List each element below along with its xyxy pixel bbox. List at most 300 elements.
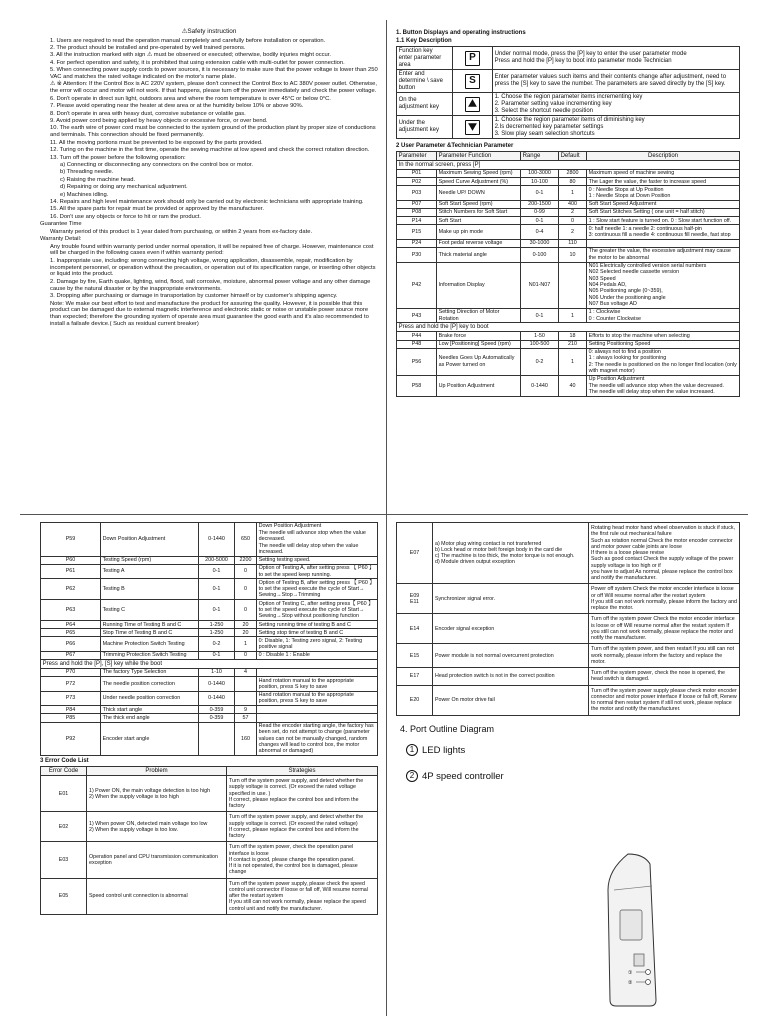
param-function: Soft Start (437, 217, 521, 225)
param-function: Running Time of Testing B and C (101, 621, 199, 629)
param-code: P02 (397, 178, 437, 186)
param-row (41, 637, 378, 652)
param-code: P61 (41, 564, 101, 579)
error-row (397, 644, 740, 668)
param-description: 1 : Slow start feature is turned on. 0 : Slow start function off. (587, 217, 740, 225)
param-function: Speed Curve Adjustment (%) (437, 178, 521, 186)
key-row (397, 47, 740, 70)
param-function: Testing Speed (rpm) (101, 556, 199, 564)
safety-sub-item: e) Machines idling. (60, 191, 109, 198)
error-section-title: 3 Error Code List (40, 758, 89, 765)
param-range: 0-100 (521, 248, 559, 263)
warranty-title: Warranty Detail: (40, 236, 82, 243)
param-row (397, 332, 740, 340)
param-range (199, 722, 235, 756)
safety-item: 10. The earth wire of power cord must be connected to the system ground of the production plant by proper size of conductions and terminals. This connection should be fixed permanently. (50, 125, 376, 139)
param-description: 1 : Clockwise 0 : Counter Clockwise (587, 308, 740, 323)
param-function: Needle UP/ DOWN (437, 186, 521, 201)
param-default: 1 (235, 637, 257, 652)
param-row (41, 691, 378, 706)
param-code: P48 (397, 340, 437, 348)
error-header-cell: Problem (87, 767, 227, 776)
param-code: P14 (397, 217, 437, 225)
param-function: Make up pin mode (437, 225, 521, 240)
error-problem: a) Motor plug wiring contact is not transferred b) Lock head or motor belt foreign body in the card die c) The machine is too thick, the motor torque is not enough. d) Module driven output exception (433, 523, 589, 584)
param-function: Low [Positioning] Speed (rpm) (437, 340, 521, 348)
param-group-row (41, 660, 378, 669)
param-description: Maximum speed of machine sewing (587, 170, 740, 178)
param-function: Thick material angle (437, 248, 521, 263)
param-range: 0-1440 (199, 677, 235, 692)
error-strategy: Turn off the system power, check the nose is opened, the head switch is damaged. (589, 668, 740, 686)
error-strategy: Turn off the system power, and then restart If you still can not work normally, please inform the factory and replace the motor. (589, 644, 740, 668)
guarantee-text: Warranty period of this product is 1 year dated from purchasing, or within 2 years from ex-factory date. (50, 228, 313, 235)
safety-sub-items (40, 162, 378, 199)
param-function: Stitch Numbers for Soft Start (437, 209, 521, 217)
param-description: The Lager the value, the faster to increase speed (587, 178, 740, 186)
param-range: 0-99 (521, 209, 559, 217)
key-glyph-cell (453, 116, 493, 139)
s-key-button[interactable]: S (465, 74, 480, 89)
error-problem: Head protection switch is not in the correct position (433, 668, 589, 686)
param-default: 2 (559, 225, 587, 240)
param-description: Up Position Adjustment The needle will advance stop when the value decreased. The needle will delay stop when the value increased. (587, 375, 740, 396)
param-default: 0 (235, 564, 257, 579)
horizontal-divider (20, 514, 748, 515)
parameter-table-continued (40, 522, 378, 756)
param-row (397, 308, 740, 323)
port-item-label: LED lights (422, 744, 466, 756)
param-range: 100-500 (521, 340, 559, 348)
param-default (559, 262, 587, 308)
param-row (397, 209, 740, 217)
param-code: P30 (397, 248, 437, 263)
error-code: E15 (397, 644, 433, 668)
key-description-title: 1.1 Key Description (396, 38, 452, 45)
param-default: 1 (559, 348, 587, 375)
param-row (41, 621, 378, 629)
port-item-label: 4P speed controller (422, 770, 504, 782)
port-items (396, 744, 740, 782)
param-description: Soft Start Speed Adjustment (587, 200, 740, 208)
param-range: 200-5000 (199, 556, 235, 564)
error-strategy: Turn off the system power Check the motor encoder interface is loose or off Will resume normal after the restart system If you still can not work normally, please replace the motor and notify the manufacturer. (589, 614, 740, 644)
param-description: Setting stop time of testing B and C (257, 629, 378, 637)
param-code: P65 (41, 629, 101, 637)
key-row (397, 116, 740, 139)
param-row (41, 714, 378, 722)
param-description: Setting running time of testing B and C (257, 621, 378, 629)
warranty-item: 3. Dropping after purchasing or damage in transportation by customer himself or by customer's shipping agency. (50, 293, 338, 300)
error-row (397, 614, 740, 644)
param-code: P92 (41, 722, 101, 756)
error-problem: Encoder signal exception (433, 614, 589, 644)
key-row (397, 93, 740, 116)
param-header-cell: Parameter (397, 152, 437, 161)
error-strategy: Turn off the system power, check the operation panel interface is loose If contact is good, please change the operation panel. If it is not operated, the control box is damaged, please change (227, 842, 378, 878)
param-default: 18 (559, 332, 587, 340)
param-default: 1 (559, 308, 587, 323)
param-range: 0-2 (199, 637, 235, 652)
param-range: 0-1 (199, 652, 235, 660)
safety-item: 6. Don't operate in direct sun light, outdoors area and where the room temperature is over 45°C or below 0°C. (50, 95, 331, 102)
safety-item: 13. Turn off the power before the following operation: (50, 154, 186, 161)
param-code: P59 (41, 523, 101, 557)
param-group-label: In the normal screen, press [P] (397, 161, 740, 170)
param-function: Testing B (101, 579, 199, 600)
svg-text:①: ① (628, 970, 633, 976)
error-strategy: Power off system Check the motor encoder interface is loose or off Will resume normal after the restart system If you still can not work normally, please inform the factory and replace the motor. (589, 584, 740, 614)
param-group-row (397, 323, 740, 332)
warranty-item: 1. Inappropriate use, including: wrong connecting high voltage, wrong application, disassemble, repair, modification by incompetent personnel, or operation without the precaution, or operation out of its specification range, or inserting other objects or liquid into the product. (50, 257, 376, 278)
param-code: P43 (397, 308, 437, 323)
param-group-label: Press and hold the [P], [S] key while the boot (41, 660, 378, 669)
param-description: 0: always not to find a position 1 : always looking for positioning 2: The needle is positioned on the no longer find location (only with magnet motor) (587, 348, 740, 375)
safety-item: 9. Avoid power cord being applied by heavy objects or excessive force, or over bend. (50, 118, 268, 124)
param-default: 0 (235, 579, 257, 600)
safety-title: ⚠Safety instruction (181, 28, 237, 35)
param-description: Setting testing speed. (257, 556, 378, 564)
param-row (41, 600, 378, 621)
param-header-cell: Parameter Function (437, 152, 521, 161)
key-description: 1. Choose the region parameter items incrementing key 2. Parameter setting value incrementing key 3. Select the shortcut needle position (493, 93, 740, 116)
param-row (397, 340, 740, 348)
port-outline-title: 4. Port Outline Diagram (400, 723, 495, 734)
note-text: Note: We make our best effort to test and manufacture the product for assuring the quality. However, it is possible that this product can be damaged due to external magnetic interference and electronic static or noise or unstable power source more than expected; therefore the grounding system of operate area must guarantee the good earth and it's also recommended to install a failsafe device.( Such as residual current breaker) (50, 300, 369, 328)
param-default: 4 (235, 669, 257, 677)
param-row (397, 200, 740, 208)
param-description: Soft Start Stitches Setting ( one unit = half stitch) (587, 209, 740, 217)
error-port-section (396, 522, 740, 1016)
param-range: 0-1 (521, 186, 559, 201)
key-description: Enter parameter values such items and their contents change after adjustment, need to press the [S] key to save the number. The parameters are saved directly by the [S] key. (493, 70, 740, 93)
param-function: Thick start angle (101, 706, 199, 714)
speed-controller-port-icon (646, 980, 651, 985)
safety-sub-item: a) Connecting or disconnecting any connectors on the control box or motor. (60, 161, 254, 168)
param-default (235, 677, 257, 692)
key-row (397, 70, 740, 93)
param-row (397, 348, 740, 375)
param-description: Option of Testing C, after setting press【 P60 】 to set the speed execute the cycle of Start→ Sewing→Stop without positioning function (257, 600, 378, 621)
param-description: 0: Disable, 1: Testing zero signal, 2: Testing positive signal (257, 637, 378, 652)
param-description: Efforts to stop the machine when selecting (587, 332, 740, 340)
param-default: 40 (559, 375, 587, 396)
error-row (397, 584, 740, 614)
error-strategy: Turn off the system power supply, please check the speed control unit connector if loose or fall off, Will resume normal after the restart system If you still can not work normally, please replace the speed control unit and notify the manufacturer. (227, 878, 378, 914)
param-function: The factory Type Selection (101, 669, 199, 677)
param-row (41, 706, 378, 714)
param-group-row (397, 161, 740, 170)
param-row (397, 178, 740, 186)
param-default: 20 (235, 629, 257, 637)
led-lights-icon (646, 970, 651, 975)
vertical-divider (386, 20, 387, 1016)
controller-device-drawing (598, 850, 662, 1010)
param-default: 2200 (235, 556, 257, 564)
param-code: P44 (397, 332, 437, 340)
param-default: 57 (235, 714, 257, 722)
error-problem: Speed control unit connection is abnormal (87, 878, 227, 914)
param-default: 0 (559, 217, 587, 225)
param-description (257, 706, 378, 714)
param-code: P60 (41, 556, 101, 564)
param-default: 20 (235, 621, 257, 629)
param-row (41, 722, 378, 756)
error-row (41, 812, 378, 842)
param-range: 10-100 (521, 178, 559, 186)
param-description: Down Position Adjustment The needle will advance stop when the value decreased. The needle will delay stop when the value increased. (257, 523, 378, 557)
error-problem: Power On motor drive fail (433, 685, 589, 715)
safety-item: 14. Repairs and high level maintenance work should only be carried out by electronic technicians with appropriate training. (50, 199, 364, 206)
error-code: E17 (397, 668, 433, 686)
param-header-cell: Default (559, 152, 587, 161)
param-function: Information Display (437, 262, 521, 308)
param-function: Stop Time of Testing B and C (101, 629, 199, 637)
param-code: P15 (397, 225, 437, 240)
parameter-continued-section (40, 522, 378, 1016)
param-row (41, 629, 378, 637)
param-default: 160 (235, 722, 257, 756)
safety-item: 7. Please avoid operating near the heater at dew area or at the humidity below 10% or above 90%. (50, 103, 304, 110)
param-code: P64 (41, 621, 101, 629)
safety-item: 5. When connecting power supply cords to power sources, it is necessary to make sure that the power voltage is lower than 250 VAC and matches the rated voltage indicated on the motor's name plate. (50, 67, 378, 81)
param-range: 0-4 (521, 225, 559, 240)
error-code: E20 (397, 685, 433, 715)
param-group-label: Press and hold the [P] key to boot (397, 323, 740, 332)
param-range: 0-1 (521, 217, 559, 225)
param-range: 200-1500 (521, 200, 559, 208)
param-range: 0-1 (199, 600, 235, 621)
port-item (406, 770, 740, 782)
key-name: Function key enter parameter area (397, 47, 453, 70)
param-range: 0-359 (199, 714, 235, 722)
param-code: P70 (41, 669, 101, 677)
param-range: 30-1000 (521, 239, 559, 247)
error-problem: 1) When power ON, detected main voltage too low 2) When the supply voltage is too low. (87, 812, 227, 842)
param-description: 0 : Disable 1 : Enable (257, 652, 378, 660)
error-strategy: Turn off the system power supply, and detect whether the supply voltage is correct. (Or exceed the rated voltage) If correct, please replace the control box and inform the factory (227, 812, 378, 842)
param-row (397, 239, 740, 247)
param-row (41, 579, 378, 600)
safety-item: 15. All the spare parts for repair must be provided or approved by the manufacturer. (50, 206, 264, 213)
safety-item: 12. Turing on the machine in the first time, operate the sewing machine at low speed and check the correct rotation direction. (50, 147, 370, 154)
port-number-badge: 2 (406, 770, 418, 782)
key-glyph-cell (453, 70, 493, 93)
param-function: Maximum Sewing Speed (rpm) (437, 170, 521, 178)
param-description (257, 669, 378, 677)
param-function: Up Position Adjustment (437, 375, 521, 396)
error-header-cell: Strategies (227, 767, 378, 776)
param-function: Brake force (437, 332, 521, 340)
warranty-items (40, 258, 378, 300)
param-function: The needle position correction (101, 677, 199, 692)
param-default: 0 (235, 652, 257, 660)
safety-sub-item: b) Threading needle. (60, 169, 114, 176)
param-description: Option of Testing A, after setting press 【 P60 】 to set the speed keep running. (257, 564, 378, 579)
param-range: 100-3000 (521, 170, 559, 178)
key-description: 1. Choose the region parameter items of diminishing key 2.Is decremented key parameter settings 3. Slow play seam selection shortcuts (493, 116, 740, 139)
param-range: 0-1 (199, 579, 235, 600)
param-default: 400 (559, 200, 587, 208)
param-description: 0 : Needle Stops at Up Position 1 : Needle Stops at Down Position (587, 186, 740, 201)
param-code: P01 (397, 170, 437, 178)
error-row (397, 523, 740, 584)
param-code: P56 (397, 348, 437, 375)
param-function: Soft Start Speed (rpm) (437, 200, 521, 208)
param-range: 1-250 (199, 621, 235, 629)
param-function: Setting Direction of Motor Rotation (437, 308, 521, 323)
param-default (235, 691, 257, 706)
param-row (397, 225, 740, 240)
button-section-title: 1. Button Displays and operating instructions (396, 30, 526, 36)
param-description (257, 714, 378, 722)
param-function: Machine Protection Switch Testing (101, 637, 199, 652)
param-range: 0-2 (521, 348, 559, 375)
param-code: P72 (41, 677, 101, 692)
param-default: 80 (559, 178, 587, 186)
error-code: E02 (41, 812, 87, 842)
param-code: P63 (41, 600, 101, 621)
safety-item: 11. All the moving portions must be prevented to be exposed by the parts provided. (50, 139, 263, 146)
param-description (587, 239, 740, 247)
param-description: Setting Positioning Speed (587, 340, 740, 348)
param-code: P08 (397, 209, 437, 217)
error-header-cell: Error Code (41, 767, 87, 776)
safety-items-after (40, 199, 378, 221)
key-name: On the adjustment key (397, 93, 453, 116)
param-description: Hand rotation manual to the appropriate position, press S key to save (257, 691, 378, 706)
safety-item: ⚠ ※ Attention: If the Control Box is AC 220V system, please don't connect the Control Box to AC 380V power outlet. Otherwise, the error will occur and motor will not work. If that happens, please turn off the power immediately and check the power voltage. (50, 81, 377, 95)
safety-sub-item: d) Repairing or doing any mechanical adjustment. (60, 184, 188, 191)
error-code: E05 (41, 878, 87, 914)
safety-item: 8. Don't operate in area with heavy dust, corrosive substance or volatile gas. (50, 110, 246, 117)
param-row (397, 170, 740, 178)
param-range: 0-1440 (521, 375, 559, 396)
param-range: 1-50 (521, 332, 559, 340)
param-description: Read the encoder starting angle, the factory has been set, do not attempt to change (parameter values can not be manually changed, random changes will lead to control box, the motor abnormal or damaged) (257, 722, 378, 756)
error-row (397, 668, 740, 686)
param-row (41, 523, 378, 557)
param-default: 0 (235, 600, 257, 621)
key-name: Under the adjustment key (397, 116, 453, 139)
param-default: 9 (235, 706, 257, 714)
param-default: 110 (559, 239, 587, 247)
error-code: E03 (41, 842, 87, 878)
error-code-table-continued (396, 522, 740, 716)
param-row (41, 652, 378, 660)
param-default: 2800 (559, 170, 587, 178)
safety-items (40, 38, 378, 162)
param-row (41, 556, 378, 564)
safety-item: 1. Users are required to read the operation manual completely and carefully before installation or operation. (50, 37, 326, 44)
param-function: Encoder start angle (101, 722, 199, 756)
param-range: 0-1440 (199, 523, 235, 557)
parameter-section-title: 2 User Parameter &Technician Parameter (396, 143, 514, 150)
param-default: 2 (559, 209, 587, 217)
param-default: 1 (559, 186, 587, 201)
svg-text:②: ② (628, 980, 633, 986)
param-code: P67 (41, 652, 101, 660)
safety-item: 3. All the instruction marked with sign ⚠ must be observed or executed; otherwise, bodily injuries might occur. (50, 52, 332, 59)
error-code: E07 (397, 523, 433, 584)
param-function: Needles Goes Up Automatically as Power turned on (437, 348, 521, 375)
param-code: P58 (397, 375, 437, 396)
param-description: The greater the value, the excessive adjustment may cause the motor to be abnormal (587, 248, 740, 263)
param-row (397, 186, 740, 201)
port-number-badge: 1 (406, 744, 418, 756)
param-function: Foot pedal reverse voltage (437, 239, 521, 247)
safety-item: 4. For perfect operation and safety, it is prohibited that using extension cable with multi-outlet for power connection. (50, 59, 345, 66)
warranty-item: 2. Damage by fire, Earth quake, lighting, wind, flood, salt corrosive, moisture, abnormal power voltage and any other damage cause by the natural disaster or by the inappropriate environments. (50, 278, 371, 292)
param-header-cell: Description (587, 152, 740, 161)
error-problem: Operation panel and CPU transmission communication exception (87, 842, 227, 878)
error-row (41, 878, 378, 914)
param-function: The thick end angle (101, 714, 199, 722)
error-row (397, 685, 740, 715)
param-code: P42 (397, 262, 437, 308)
param-code: P73 (41, 691, 101, 706)
warranty-text: Any trouble found within warranty period under normal operation, it will be repaired free of charge. However, maintenance cost will be charged in the following cases even if within warranty period: (50, 243, 374, 257)
param-header-cell: Range (521, 152, 559, 161)
safety-item: 2. The product should be installed and pre-operated by well trained persons. (50, 44, 246, 51)
param-range: 1-250 (199, 629, 235, 637)
param-range: 0-359 (199, 706, 235, 714)
error-code: E01 (41, 776, 87, 812)
param-description: Option of Testing B, after setting press 【 P60 】 to set the speed execute the cycle of Start→ Sewing→Stop→Trimming (257, 579, 378, 600)
error-problem: Power module is not normal overcurrent protection (433, 644, 589, 668)
param-row (41, 677, 378, 692)
param-row (397, 262, 740, 308)
error-strategy: Turn off the system power supply please check motor encoder connector and motor power interface if loose or fall off, Renew to normal then restart system if still not work, please replace the motor and notify the manufacturer. (589, 685, 740, 715)
param-description: N01 Electrically controlled version serial numbers N02 Selected needle cassette version N03 Speed N04 Pedals AD, N05 Positioning angle (0~359), N06 Under the positioning angle N07 Bus voltage AD (587, 262, 740, 308)
param-code: P24 (397, 239, 437, 247)
param-code: P62 (41, 579, 101, 600)
error-row (41, 776, 378, 812)
safety-item: 16. Don't use any objects or force to hit or ram the product. (50, 213, 201, 220)
up-arrow-key-icon[interactable] (465, 97, 480, 112)
p-key-button[interactable]: P (465, 51, 480, 66)
error-row (41, 842, 378, 878)
param-function: Down Position Adjustment (101, 523, 199, 557)
down-arrow-key-icon[interactable] (465, 120, 480, 135)
key-description: Under normal mode, press the [P] key to enter the user parameter mode Press and hold the [P] key to boot into parameter mode Technician (493, 47, 740, 70)
param-function: Trimming Protection Switch Testing (101, 652, 199, 660)
param-range: N01-N07 (521, 262, 559, 308)
error-code-table (40, 766, 378, 915)
key-name: Enter and determine \ save button (397, 70, 453, 93)
param-default: 210 (559, 340, 587, 348)
param-row (397, 217, 740, 225)
param-function: Under needle position correction (101, 691, 199, 706)
param-row (41, 564, 378, 579)
param-code: P66 (41, 637, 101, 652)
param-default: 10 (559, 248, 587, 263)
key-glyph-cell (453, 93, 493, 116)
error-code: E14 (397, 614, 433, 644)
error-strategy: Turn off the system power supply, and detect whether the supply voltage is correct. (Or exceed the rated voltage specified in use. ) If correct, please replace the control box and inform the factory (227, 776, 378, 812)
param-range: 0-1440 (199, 691, 235, 706)
param-code: P07 (397, 200, 437, 208)
param-range: 0-1 (521, 308, 559, 323)
safety-instruction-section (40, 28, 378, 508)
parameter-table (396, 151, 740, 397)
error-strategy: Rotating head motor hand wheel observation is stuck if stuck, the first rule out mechanical failure Such as rotation normal Check the motor encoder connector and motor power cable joints are loose If there is a loose please revise Such as good contact Check the supply voltage of the power supply voltage is too high or if you have to adjust As normal, please replace the control box and notify the manufacturer. (589, 523, 740, 584)
param-row (397, 375, 740, 396)
param-function: Testing A (101, 564, 199, 579)
guarantee-title: Guarantee Time (40, 221, 82, 228)
param-range: 0-1 (199, 564, 235, 579)
button-parameter-section (396, 28, 740, 508)
